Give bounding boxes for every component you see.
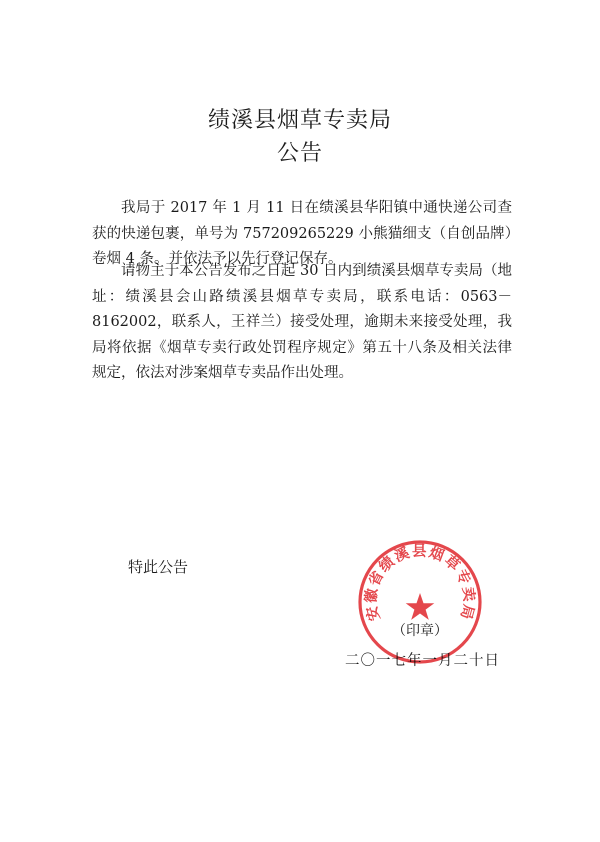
seal-note: （印章）	[392, 623, 448, 639]
paragraph-1-text: 我局于 2017 年 1 月 11 日在绩溪县华阳镇中通快递公司查获的快递包裹，单号为 757209265229 小熊猫细支（自创品牌）卷烟 4 条。并依法予以先行登记保存。	[92, 200, 512, 267]
seal-star-icon	[406, 593, 435, 620]
doc-type-title: 公告	[276, 141, 323, 166]
paragraph-2-text: 请物主于本公告发布之日起 30 日内到绩溪县烟草专卖局（地址：绩溪县会山路绩溪县烟草专卖局，联系电话：0563－8162002，联系人，王祥兰）接受处理，逾期未来接受处理，我局将依据《烟草专卖行政处罚程序规定》第五十八条及相关法律规定，依法对涉案烟草专卖品作出处理。	[92, 263, 512, 381]
closing-text: 特此公告	[128, 558, 189, 576]
issue-date: 二〇一七年一月二十日	[345, 653, 500, 669]
seal-text-path: 安徽省绩溪县烟草专卖局	[363, 543, 477, 623]
paragraph-2	[92, 259, 512, 387]
org-title: 绩溪县烟草专卖局	[207, 108, 392, 133]
official-seal-stamp	[355, 537, 485, 667]
